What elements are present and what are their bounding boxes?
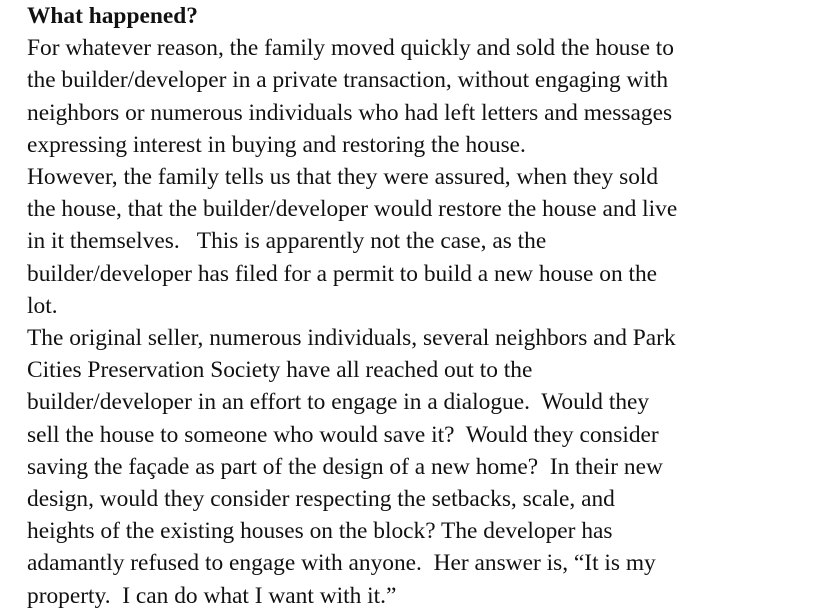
text-line: design, would they consider respecting the setbacks, scale, and xyxy=(27,486,615,513)
text-line: adamantly refused to engage with anyone. Her answer is, “It is my xyxy=(27,550,656,577)
section-heading: What happened? xyxy=(27,3,198,29)
text-line: expressing interest in buying and restoring the house. xyxy=(27,131,526,158)
paragraph-outreach xyxy=(27,322,827,612)
paragraph-assurance xyxy=(27,161,827,322)
document-body xyxy=(27,0,827,612)
text-line: lot. xyxy=(27,292,58,319)
text-line: Cities Preservation Society have all reached out to the xyxy=(27,357,533,384)
text-line: builder/developer in an effort to engage in a dialogue. Would they xyxy=(27,389,650,416)
text-line: the builder/developer in a private transaction, without engaging with xyxy=(27,67,669,94)
text-line: heights of the existing houses on the block? The developer has xyxy=(27,518,613,545)
text-line: The original seller, numerous individuals, several neighbors and Park xyxy=(27,325,676,352)
text-line: in it themselves. This is apparently not the case, as the xyxy=(27,228,547,255)
text-line: saving the façade as part of the design of a new home? In their new xyxy=(27,453,663,480)
text-line: sell the house to someone who would save it? Would they consider xyxy=(27,421,659,448)
text-line: property. I can do what I want with it.” xyxy=(27,582,397,609)
text-line: For whatever reason, the family moved quickly and sold the house to xyxy=(27,35,674,62)
text-line: However, the family tells us that they were assured, when they sold xyxy=(27,164,659,191)
paragraph-sale xyxy=(27,32,827,161)
text-line: the house, that the builder/developer would restore the house and live xyxy=(27,196,678,223)
text-line: neighbors or numerous individuals who had left letters and messages xyxy=(27,99,673,126)
text-line: builder/developer has filed for a permit to build a new house on the xyxy=(27,260,658,287)
